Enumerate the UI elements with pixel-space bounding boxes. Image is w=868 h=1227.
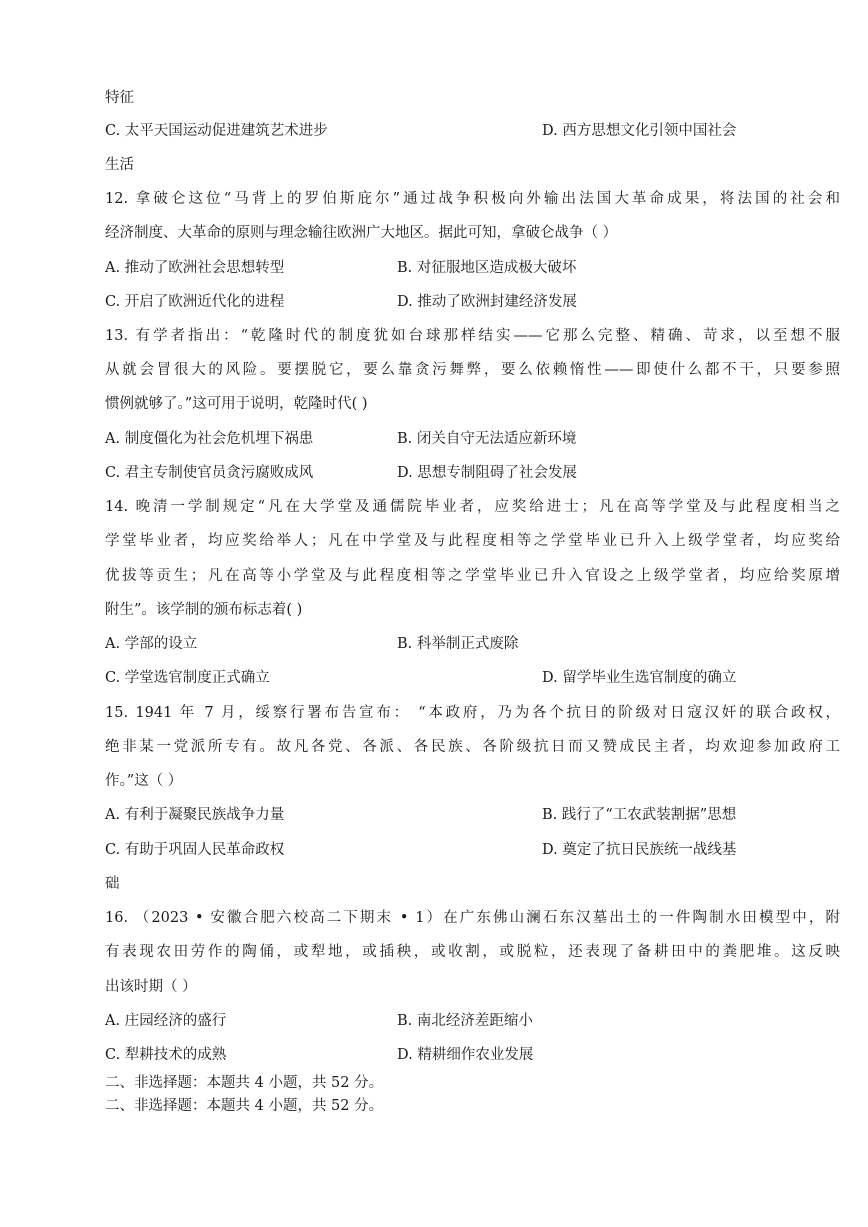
q15-stem-line-3: 作。”这（ ） [105,773,183,789]
q15-stem-line-1: 15. 1941 年 7 月，绥察行署布告宣布： “本政府，乃为各个抗日的阶级对日寇汉奸的联合政权， [105,705,840,721]
q12-stem-line-1: 12. 拿破仑这位“马背上的罗伯斯庇尔”通过战争积极向外输出法国大革命成果，将法国的社会和 [105,191,840,207]
q12-option-c: C. 开启了欧洲近代化的进程 [105,294,285,310]
q12-option-a: A. 推动了欧洲社会思想转型 [105,260,285,276]
q16-stem-line-3: 出该时期（ ） [105,979,197,995]
q14-stem-line-4: 附生”。该学制的颁布标志着( ) [105,602,303,618]
q16-option-d: D. 精耕细作农业发展 [397,1047,534,1063]
q13-option-b: B. 闭关自守无法适应新环境 [397,431,577,447]
q13-option-a: A. 制度僵化为社会危机埋下祸患 [105,431,314,447]
q15-option-a: A. 有利于凝聚民族战争力量 [105,807,285,823]
q15-option-c: C. 有助于巩固人民革命政权 [105,842,285,858]
q12-option-b: B. 对征服地区造成极大破坏 [397,260,577,276]
q14-stem-line-2: 学堂毕业者，均应奖给举人；凡在中学堂及与此程度相等之学堂毕业已升入上级学堂者，均应奖给 [105,533,840,549]
q16-stem-line-1: 16. （2023 • 安徽合肥六校高二下期末 • 1）在广东佛山澜石东汉墓出土的一件陶制水田模型中，附 [105,910,840,926]
q15-option-d-tail: 础 [105,876,120,892]
q14-option-a: A. 学部的设立 [105,636,198,652]
q13-stem-line-2: 从就会冒很大的风险。要摆脱它，要么靠贪污舞弊，要么依赖惰性——即使什么都不干，只要参照 [105,362,840,378]
q13-stem-line-1: 13. 有学者指出：“乾隆时代的制度犹如台球那样结实——它那么完整、精确、苛求，以至想不服 [105,328,840,344]
q14-stem-line-1: 14. 晚清一学制规定“凡在大学堂及通儒院毕业者，应奖给进士；凡在高等学堂及与此程度相当之 [105,499,840,515]
q14-option-b: B. 科举制正式废除 [397,636,519,652]
q16-option-b: B. 南北经济差距缩小 [397,1013,533,1029]
section-heading: 二、非选择题：本题共 4 小题，共 52 分。 [105,1075,384,1091]
q14-option-d: D. 留学毕业生选官制度的确立 [542,670,737,686]
section-heading: 二、非选择题：本题共 4 小题，共 52 分。 [105,1098,384,1114]
q13-option-d: D. 思想专制阻碍了社会发展 [397,465,577,481]
q12-stem-line-2: 经济制度、大革命的原则与理念输往欧洲广大地区。据此可知，拿破仑战争（ ） [105,225,618,241]
q16-option-a: A. 庄园经济的盛行 [105,1013,227,1029]
q14-stem-line-3: 优拔等贡生；凡在高等小学堂及与此程度相等之学堂毕业已升入官设之上级学堂者，均应给奖原增 [105,568,840,584]
q15-option-d: D. 奠定了抗日民族统一战线基 [542,842,737,858]
q16-stem-line-2: 有表现农田劳作的陶俑，或犁地，或插秧，或收割，或脱粒，还表现了备耕田中的粪肥堆。这反映 [105,944,840,960]
q13-stem-line-3: 惯例就够了。”这可用于说明，乾隆时代( ) [105,396,368,412]
q14-option-c: C. 学堂选官制度正式确立 [105,670,270,686]
q11-option-d-tail: 生活 [105,157,134,173]
q11-continuation-line: 特征 [105,90,134,106]
q15-option-b: B. 践行了“工农武装割据”思想 [542,807,737,823]
q12-option-d: D. 推动了欧洲封建经济发展 [397,294,577,310]
q11-option-c: C. 太平天国运动促进建筑艺术进步 [105,123,328,139]
q15-stem-line-2: 绝非某一党派所专有。故凡各党、各派、各民族、各阶级抗日而又赞成民主者，均欢迎参加政府工 [105,739,840,755]
q13-option-c: C. 君主专制使官员贪污腐败成风 [105,465,314,481]
q11-option-d: D. 西方思想文化引领中国社会 [542,123,737,139]
q16-option-c: C. 犁耕技术的成熟 [105,1047,227,1063]
